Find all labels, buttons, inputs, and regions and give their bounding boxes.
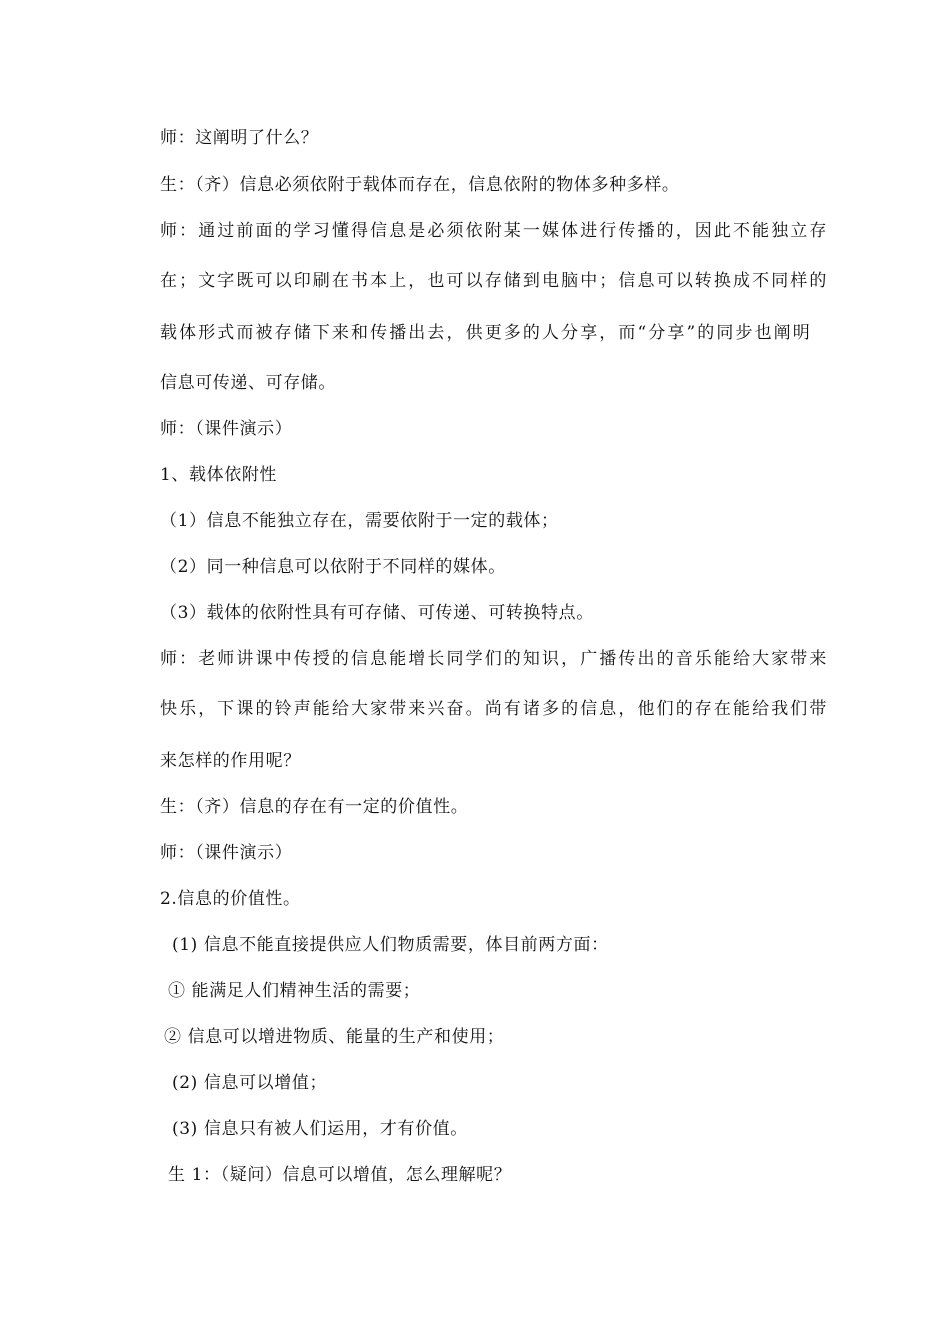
text-line: (2) 信息可以增值； xyxy=(172,1073,328,1093)
text-line: 师：（课件演示） xyxy=(160,843,293,863)
text-line: 生：（齐）信息的存在有一定的价值性。 xyxy=(160,797,469,817)
text-line: (3) 信息只有被人们运用，才有价值。 xyxy=(172,1119,468,1139)
text-line: ① 能满足人们精神生活的需要； xyxy=(168,981,421,1001)
text-line: 生：（齐）信息必须依附于载体而存在，信息依附的物体多种多样。 xyxy=(160,175,680,195)
text-line: （1）信息不能独立存在，需要依附于一定的载体； xyxy=(160,511,559,531)
text-line: 生 1：（疑问）信息可以增值，怎么理解呢？ xyxy=(168,1165,512,1185)
text-line: 2.信息的价值性。 xyxy=(160,889,301,909)
text-line: 师：（课件演示） xyxy=(160,419,293,439)
text-line: 师：这阐明了什么？ xyxy=(160,128,319,148)
text-line: 信息可传递、可存储。 xyxy=(160,373,336,393)
text-line: 师：通过前面的学习懂得信息是必须依附某一媒体进行传播的，因此不能独立存 xyxy=(160,221,829,241)
text-line: 来怎样的作用呢？ xyxy=(160,751,301,771)
text-line: （2）同一种信息可以依附于不同样的媒体。 xyxy=(160,557,506,577)
text-line: 1、载体依附性 xyxy=(160,465,278,485)
text-line: 载体形式而被存储下来和传播出去，供更多的人分享，而“分享”的同步也阐明 xyxy=(160,323,812,343)
text-line: ② 信息可以增进物质、能量的生产和使用； xyxy=(164,1027,505,1047)
text-line: 快乐，下课的铃声能给大家带来兴奋。尚有诸多的信息，他们的存在能给我们带 xyxy=(160,699,829,719)
text-line: 师：老师讲课中传授的信息能增长同学们的知识，广播传出的音乐能给大家带来 xyxy=(160,649,829,669)
text-line: 在；文字既可以印刷在书本上，也可以存储到电脑中；信息可以转换成不同样的 xyxy=(160,271,829,291)
text-line: (1) 信息不能直接提供应人们物质需要，体目前两方面： xyxy=(172,935,609,955)
text-line: （3）载体的依附性具有可存储、可传递、可转换特点。 xyxy=(160,603,594,623)
